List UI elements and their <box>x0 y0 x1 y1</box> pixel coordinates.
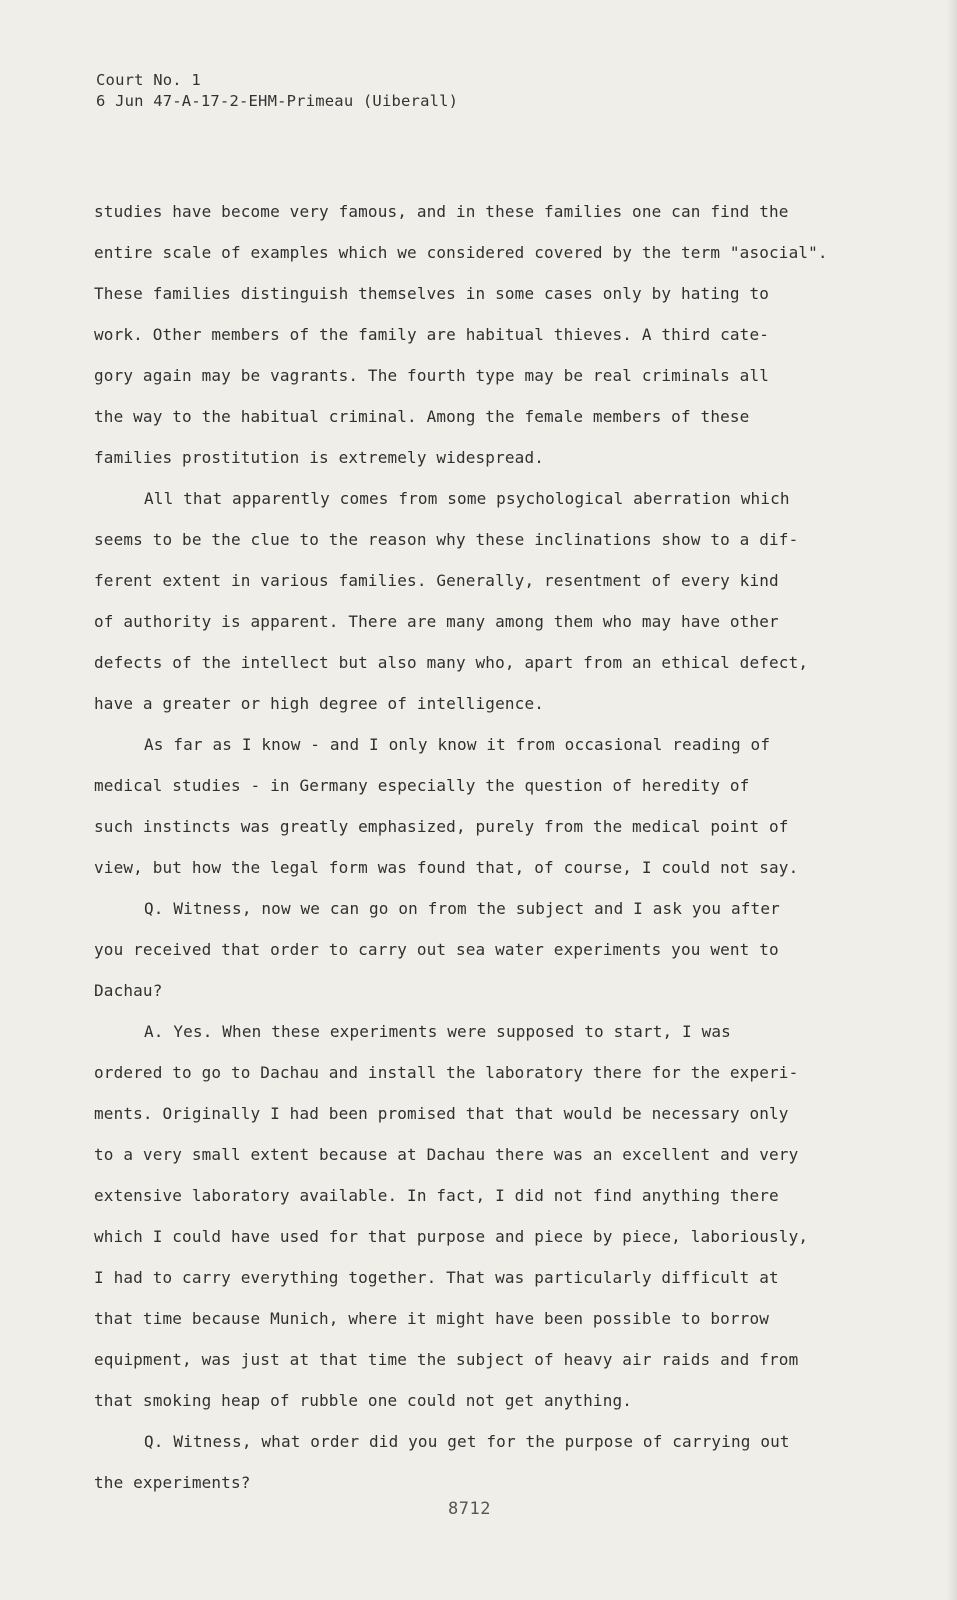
text-line: such instincts was greatly emphasized, purely from the medical point of <box>94 817 789 836</box>
text-line: I had to carry everything together. That was particularly difficult at <box>94 1268 779 1287</box>
header-session-reference: 6 Jun 47-A-17-2-EHM-Primeau (Uiberall) <box>96 92 459 110</box>
text-line: Q. Witness, now we can go on from the subject and I ask you after <box>144 899 780 918</box>
text-line: the way to the habitual criminal. Among the female members of these <box>94 407 750 426</box>
text-line: studies have become very famous, and in these families one can find the <box>94 202 789 221</box>
text-line: to a very small extent because at Dachau there was an excellent and very <box>94 1145 799 1164</box>
text-line: which I could have used for that purpose and piece by piece, laboriously, <box>94 1227 809 1246</box>
text-line: seems to be the clue to the reason why these inclinations show to a dif- <box>94 530 799 549</box>
text-line: These families distinguish themselves in some cases only by hating to <box>94 284 770 303</box>
text-line: Dachau? <box>94 981 163 1000</box>
text-line: view, but how the legal form was found that, of course, I could not say. <box>94 858 799 877</box>
text-line: gory again may be vagrants. The fourth type may be real criminals all <box>94 366 770 385</box>
text-line: Q. Witness, what order did you get for the purpose of carrying out <box>144 1432 790 1451</box>
text-line: extensive laboratory available. In fact, I did not find anything there <box>94 1186 779 1205</box>
transcript-body <box>94 191 854 1503</box>
text-line: medical studies - in Germany especially the question of heredity of <box>94 776 750 795</box>
header-court-number: Court No. 1 <box>96 71 201 89</box>
text-line: As far as I know - and I only know it from occasional reading of <box>144 735 771 754</box>
text-line: A. Yes. When these experiments were supposed to start, I was <box>144 1022 731 1041</box>
text-line: entire scale of examples which we considered covered by the term "asocial". <box>94 243 828 262</box>
text-line: you received that order to carry out sea water experiments you went to <box>94 940 779 959</box>
text-line: ments. Originally I had been promised that that would be necessary only <box>94 1104 789 1123</box>
text-line: All that apparently comes from some psychological aberration which <box>144 489 790 508</box>
text-line: work. Other members of the family are habitual thieves. A third cate- <box>94 325 770 344</box>
page-edge-shadow <box>947 0 957 1600</box>
text-line: ordered to go to Dachau and install the laboratory there for the experi- <box>94 1063 799 1082</box>
text-line: have a greater or high degree of intelligence. <box>94 694 545 713</box>
page-number: 8712 <box>448 1499 491 1519</box>
text-line: families prostitution is extremely widespread. <box>94 448 545 467</box>
text-line: the experiments? <box>94 1473 251 1492</box>
text-line: that time because Munich, where it might have been possible to borrow <box>94 1309 770 1328</box>
document-header <box>96 70 458 112</box>
text-line: ferent extent in various families. Generally, resentment of every kind <box>94 571 779 590</box>
text-line: defects of the intellect but also many who, apart from an ethical defect, <box>94 653 809 672</box>
text-line: equipment, was just at that time the subject of heavy air raids and from <box>94 1350 799 1369</box>
text-line: that smoking heap of rubble one could not get anything. <box>94 1391 633 1410</box>
text-line: of authority is apparent. There are many among them who may have other <box>94 612 779 631</box>
